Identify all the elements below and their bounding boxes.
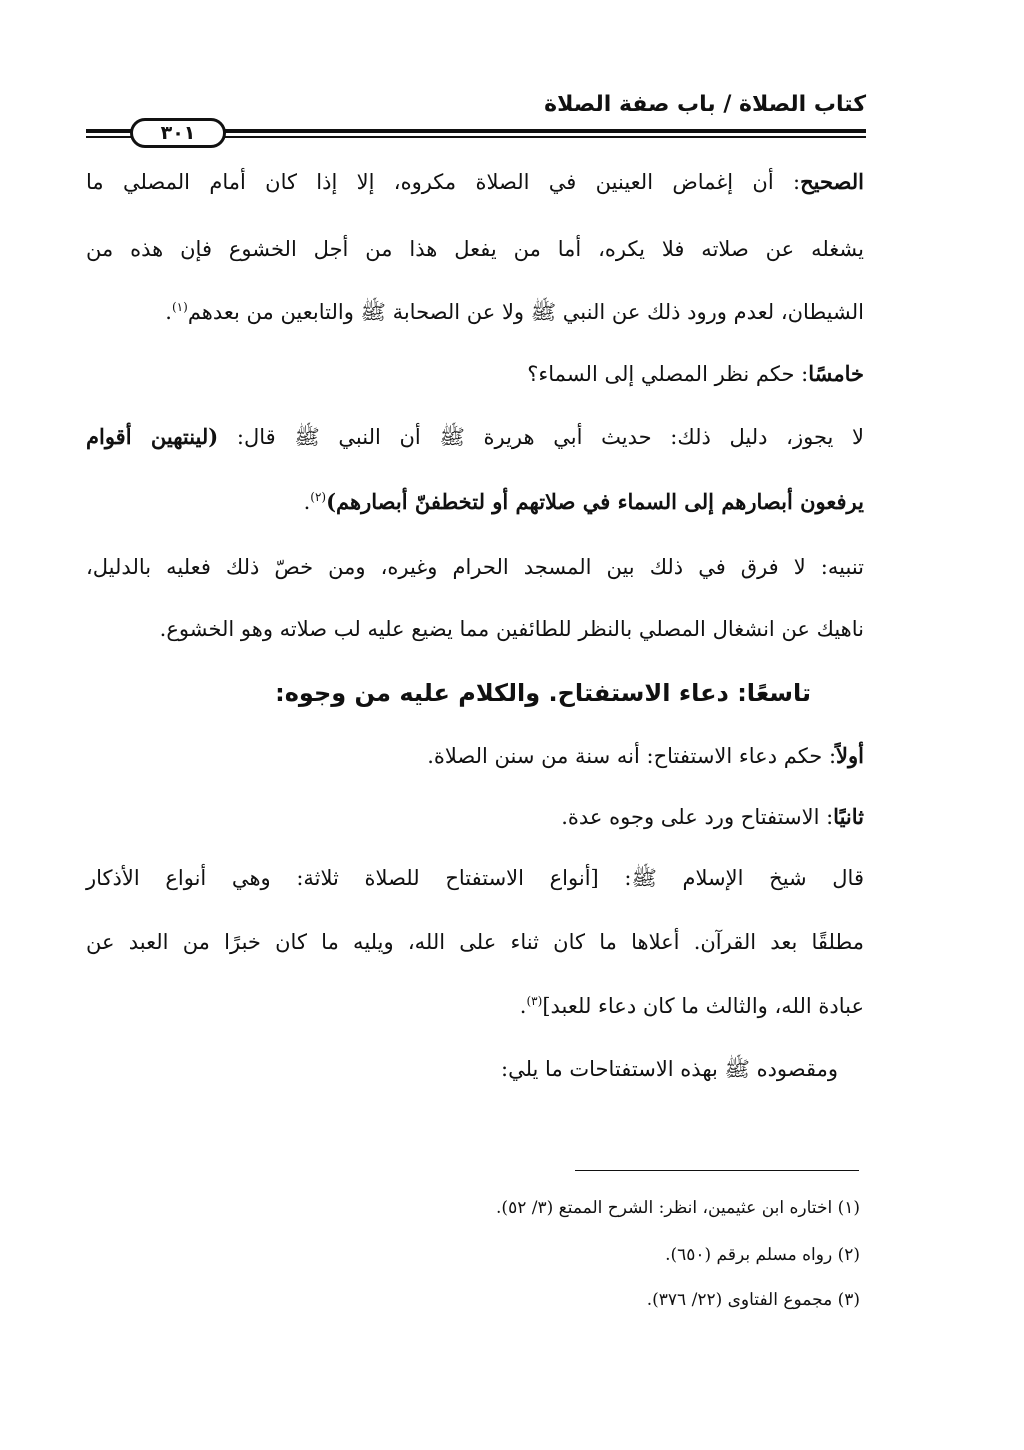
punctuation: . bbox=[519, 994, 527, 1018]
body-line bbox=[86, 486, 864, 518]
punctuation: . bbox=[165, 300, 172, 324]
footnote-ref: (٣) bbox=[526, 994, 543, 1008]
footnote-ref: (٢) bbox=[310, 490, 327, 504]
section-heading: تاسعًا: دعاء الاستفتاح. والكلام عليه من وجوه: bbox=[275, 679, 811, 707]
body-line: مطلقًا بعد القرآن. أعلاها ما كان ثناء على الله، ويليه ما كان خبرًا من العبد عن bbox=[86, 930, 864, 954]
body-line: يشغله عن صلاته فلا يكره، أما من يفعل هذا من أجل الخشوع فإن هذه من bbox=[86, 237, 864, 261]
footnote: (١) اختاره ابن عثيمين، انظر: الشرح الممتع (٣/ ٥٢). bbox=[496, 1198, 860, 1218]
body-text: الشيطان، لعدم ورود ذلك عن النبي ﷺ ولا عن الصحابة ﷺ والتابعين من بعدهم bbox=[187, 300, 864, 324]
hadith-text: (لينتهين أقوام bbox=[86, 424, 219, 449]
running-title: كتاب الصلاة / باب صفة الصلاة bbox=[544, 92, 866, 117]
body-text: : الاستفتاح ورد على وجوه عدة. bbox=[561, 805, 834, 829]
body-line bbox=[86, 740, 864, 772]
body-line bbox=[86, 801, 864, 833]
term-label: الصحيح bbox=[800, 169, 864, 194]
body-text: عبادة الله، والثالث ما كان دعاء للعبد] bbox=[542, 994, 864, 1018]
body-line bbox=[86, 990, 864, 1022]
body-line: تنبيه: لا فرق في ذلك بين المسجد الحرام وغيره، ومن خصّ ذلك فعليه بالدليل، bbox=[86, 555, 864, 579]
term-label: ثانيًا bbox=[833, 804, 864, 829]
body-line: قال شيخ الإسلام ﷺ: [أنواع الاستفتاح للصلاة ثلاثة: وهي أنواع الأذكار bbox=[86, 866, 864, 890]
body-line: ومقصوده ﷺ بهذه الاستفتاحات ما يلي: bbox=[501, 1057, 838, 1081]
body-text: : حكم نظر المصلي إلى السماء؟ bbox=[527, 362, 809, 386]
punctuation: . bbox=[303, 490, 311, 514]
body-line: ناهيك عن انشغال المصلي بالنظر للطائفين مما يضيع عليه لب صلاته وهو الخشوع. bbox=[159, 617, 864, 641]
page-number: ٣٠١ bbox=[130, 118, 226, 148]
body-line bbox=[86, 296, 864, 328]
term-label: خامسًا bbox=[808, 361, 864, 386]
term-label: أولاً bbox=[836, 743, 864, 768]
hadith-text: يرفعون أبصارهم إلى السماء في صلاتهم أو لتخطفنّ أبصارهم) bbox=[326, 489, 864, 514]
footnote-separator bbox=[575, 1170, 859, 1171]
body-text: : حكم دعاء الاستفتاح: أنه سنة من سنن الصلاة. bbox=[427, 744, 837, 768]
footnote-ref: (١) bbox=[171, 300, 188, 314]
body-text: : أن إغماض العينين في الصلاة مكروه، إلا إذا كان أمام المصلي ما bbox=[86, 170, 801, 194]
body-text: لا يجوز، دليل ذلك: حديث أبي هريرة ﷺ أن النبي ﷺ قال: bbox=[218, 425, 865, 449]
footnote: (٣) مجموع الفتاوى (٢٢/ ٣٧٦). bbox=[646, 1290, 860, 1310]
body-line bbox=[86, 421, 864, 453]
body-line bbox=[86, 358, 864, 390]
page-header bbox=[86, 86, 866, 152]
body-line bbox=[86, 166, 864, 198]
footnote: (٢) رواه مسلم برقم (٦٥٠). bbox=[665, 1245, 860, 1265]
